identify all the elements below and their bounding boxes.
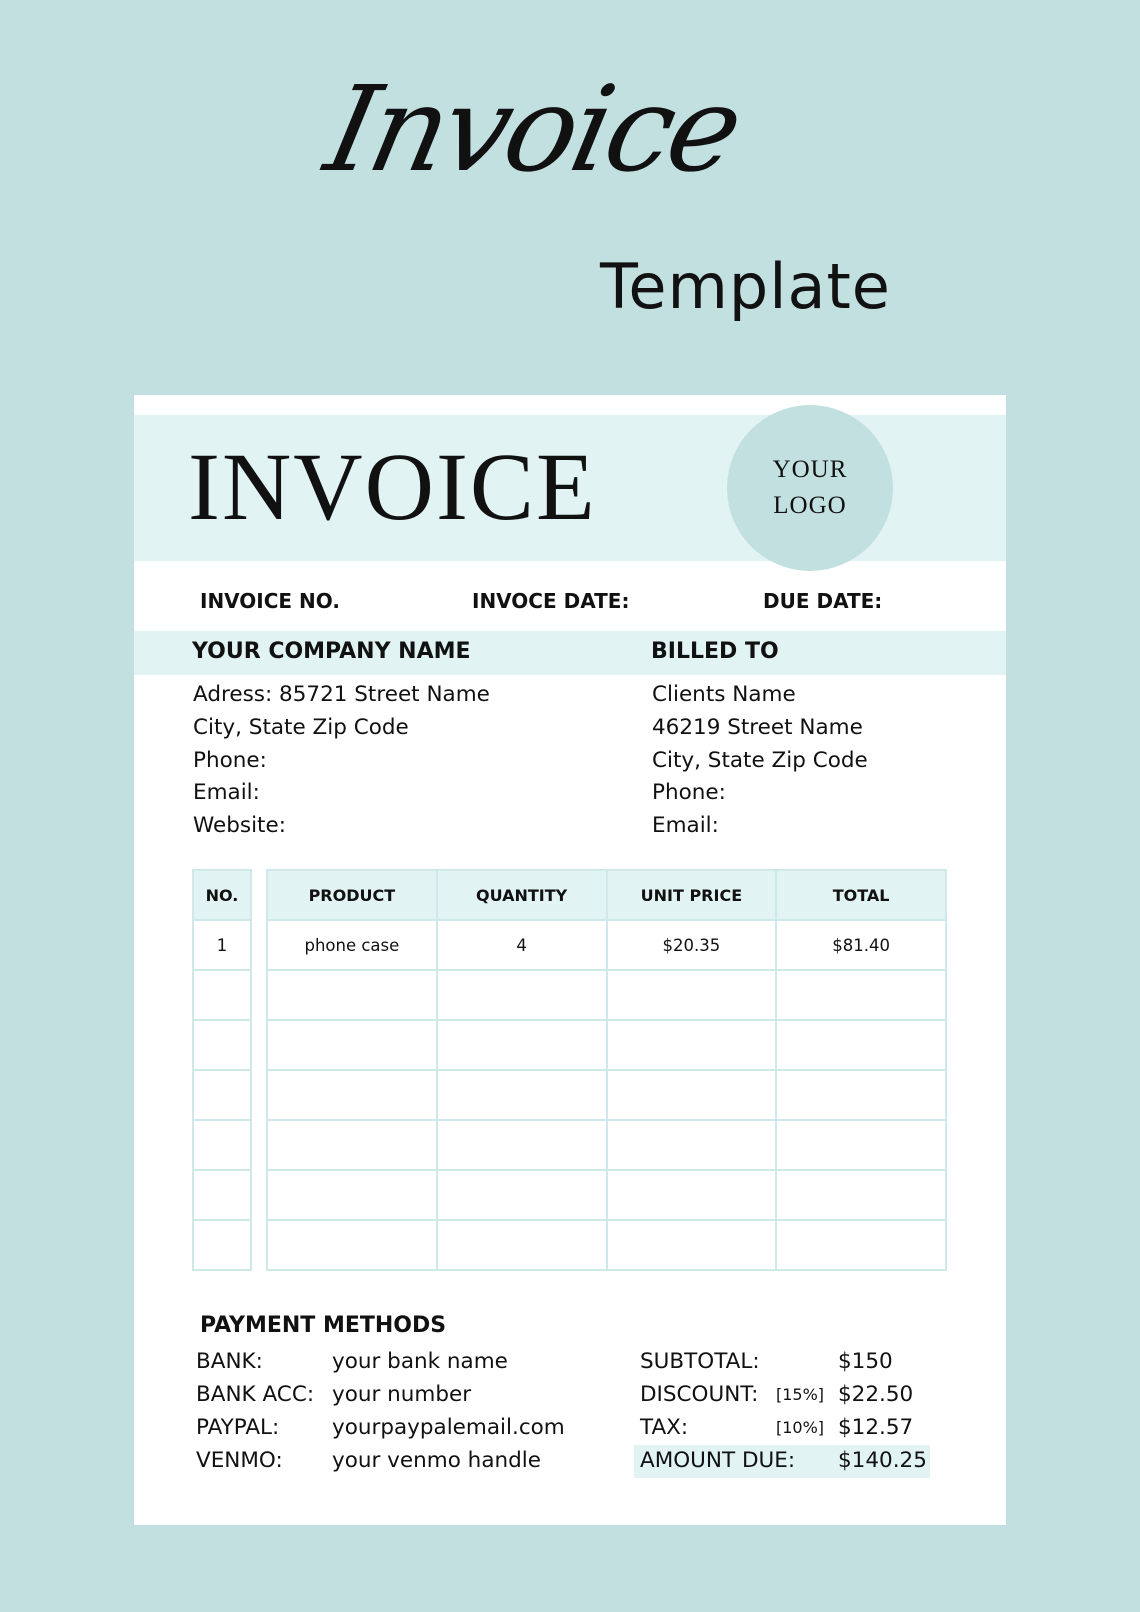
table-cell <box>437 1020 607 1070</box>
table-cell <box>437 1120 607 1170</box>
cover-subtitle: Template <box>600 250 891 323</box>
table-cell <box>776 1220 946 1270</box>
line-items-table <box>266 869 947 1271</box>
quantity-cell: 4 <box>437 920 607 970</box>
table-row <box>267 920 946 970</box>
company-address-line: Website: <box>193 813 286 839</box>
billed-to-line: Email: <box>652 813 719 839</box>
table-cell <box>267 970 437 1020</box>
billed-to-address <box>652 679 868 843</box>
table-row <box>267 1120 946 1170</box>
table-cell <box>267 1070 437 1120</box>
tax-label: TAX: <box>640 1415 689 1440</box>
table-cell <box>776 970 946 1020</box>
payment-method-label: PAYPAL: <box>196 1415 280 1440</box>
quantity-header: QUANTITY <box>437 870 607 920</box>
invoice-no-label: INVOICE NO. <box>200 589 340 613</box>
table-cell <box>776 1120 946 1170</box>
payment-method-value: your venmo handle <box>332 1448 541 1473</box>
table-row <box>267 1170 946 1220</box>
line-number-cell <box>193 970 251 1020</box>
logo-line-1: YOUR <box>772 455 848 483</box>
billed-to-line: City, State Zip Code <box>652 747 868 773</box>
company-address <box>193 679 490 843</box>
tax-value: $12.57 <box>838 1415 914 1440</box>
table-cell <box>437 1170 607 1220</box>
table-row <box>267 1020 946 1070</box>
invoice-date-label: INVOCE DATE: <box>472 589 630 613</box>
no-header: NO. <box>193 870 251 920</box>
unit-price-cell: $20.35 <box>607 920 777 970</box>
payment-method-value: your number <box>332 1382 472 1407</box>
payment-method-label: BANK ACC: <box>196 1382 315 1407</box>
payment-methods-heading: PAYMENT METHODS <box>200 1313 447 1338</box>
table-cell <box>267 1120 437 1170</box>
table-cell <box>607 970 777 1020</box>
table-cell <box>776 1170 946 1220</box>
table-cell <box>267 1170 437 1220</box>
table-cell <box>607 1170 777 1220</box>
table-row <box>267 1070 946 1120</box>
discount-label: DISCOUNT: <box>640 1382 759 1407</box>
discount-value: $22.50 <box>838 1382 914 1407</box>
table-cell <box>776 1020 946 1070</box>
company-address-line: City, State Zip Code <box>193 714 409 740</box>
billed-to-line: Phone: <box>652 780 726 806</box>
company-address-line: Email: <box>193 780 260 806</box>
payment-method-value: your bank name <box>332 1349 508 1374</box>
payment-method-label: BANK: <box>196 1349 263 1374</box>
line-number-cell <box>193 1120 251 1170</box>
company-address-line: Phone: <box>193 747 267 773</box>
payment-method-value: yourpaypalemail.com <box>332 1415 565 1440</box>
unit-price-header: UNIT PRICE <box>607 870 777 920</box>
subtotal-value: $150 <box>838 1349 893 1374</box>
due-date-label: DUE DATE: <box>763 589 883 613</box>
product-cell: phone case <box>267 920 437 970</box>
payment-method-label: VENMO: <box>196 1448 283 1473</box>
line-number-cell <box>193 1070 251 1120</box>
table-cell <box>437 970 607 1020</box>
table-cell <box>437 1220 607 1270</box>
total-header: TOTAL <box>776 870 946 920</box>
billed-to-line: Clients Name <box>652 682 796 707</box>
invoice-title: INVOICE <box>188 433 597 540</box>
amount-due-row <box>634 1445 930 1478</box>
line-number-table <box>192 869 252 1271</box>
line-number-cell <box>193 1170 251 1220</box>
tax-percent: [10%] <box>776 1418 825 1437</box>
discount-row <box>634 1379 930 1412</box>
line-number-cell <box>193 1020 251 1070</box>
logo-placeholder <box>727 405 893 571</box>
table-cell <box>267 1220 437 1270</box>
company-heading: YOUR COMPANY NAME <box>192 639 471 664</box>
table-cell <box>607 1070 777 1120</box>
subtotal-row <box>634 1346 930 1379</box>
table-cell <box>607 1120 777 1170</box>
amount-due-value: $140.25 <box>838 1448 927 1473</box>
total-cell: $81.40 <box>776 920 946 970</box>
line-number-cell: 1 <box>193 920 251 970</box>
tax-row <box>634 1412 930 1445</box>
product-header: PRODUCT <box>267 870 437 920</box>
subtotal-label: SUBTOTAL: <box>640 1349 760 1374</box>
logo-line-2: LOGO <box>773 492 847 519</box>
table-cell <box>437 1070 607 1120</box>
table-row <box>267 970 946 1020</box>
amount-due-label: AMOUNT DUE: <box>640 1448 796 1473</box>
invoice-sheet <box>134 395 1006 1525</box>
table-cell <box>607 1220 777 1270</box>
cover-script-title: Invoice <box>315 60 751 198</box>
table-cell <box>776 1070 946 1120</box>
table-cell <box>267 1020 437 1070</box>
table-row <box>267 1220 946 1270</box>
billed-to-heading: BILLED TO <box>651 639 779 664</box>
table-cell <box>607 1020 777 1070</box>
discount-percent: [15%] <box>776 1385 825 1404</box>
line-number-cell <box>193 1220 251 1270</box>
company-address-line: Adress: 85721 Street Name <box>193 682 490 707</box>
billed-to-line: 46219 Street Name <box>652 714 863 740</box>
